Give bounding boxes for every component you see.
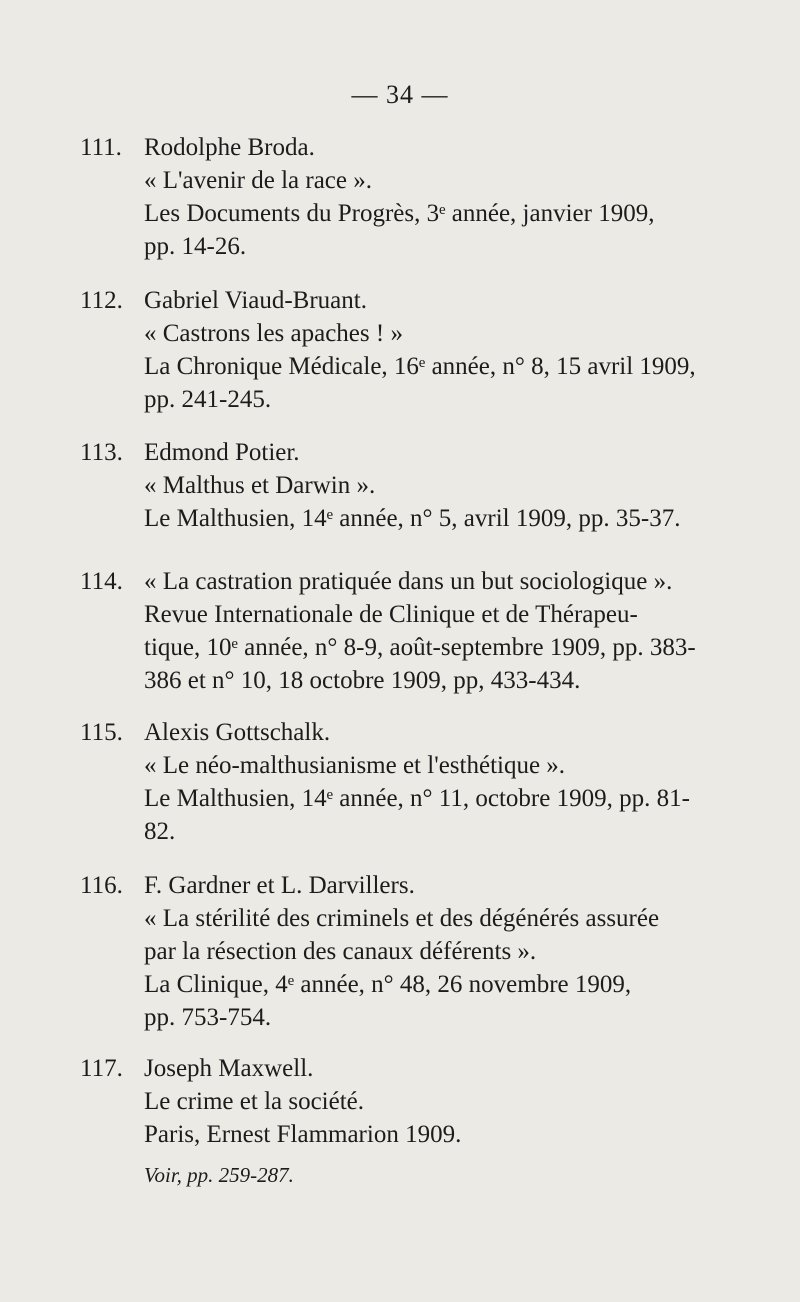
entry-source: Revue Internationale de Clinique et de Thérapeu- xyxy=(144,601,638,628)
entry-source: La Chronique Médicale, 16ᵉ année, n° 8, 15 avril 1909, xyxy=(144,353,696,380)
page-number: — 34 — xyxy=(351,80,449,109)
entry-author: F. Gardner et L. Darvillers. xyxy=(144,872,415,899)
entry-title: « La stérilité des criminels et des dégénérés assurée xyxy=(144,905,660,932)
entry-title: « Le néo-malthusianisme et l'esthétique ». xyxy=(144,752,566,779)
entry-source: La Clinique, 4ᵉ année, n° 48, 26 novembre 1909, xyxy=(144,971,632,998)
entry-title: « Castrons les apaches ! » xyxy=(144,320,403,347)
entry-source: pp. 241-245. xyxy=(144,386,272,413)
entry-note: Voir, pp. 259-287. xyxy=(144,1163,294,1187)
entry-source: tique, 10ᵉ année, n° 8-9, août-septembre 1909, pp. 383- xyxy=(144,634,696,661)
entry-title: par la résection des canaux déférents ». xyxy=(144,938,537,965)
entry-source: 386 et n° 10, 18 octobre 1909, pp, 433-434. xyxy=(144,667,581,694)
entry-number: 115. xyxy=(80,719,123,746)
entry-author: Joseph Maxwell. xyxy=(144,1055,314,1082)
entry-author: Edmond Potier. xyxy=(144,439,300,466)
entry-source: Le Malthusien, 14ᵉ année, n° 11, octobre 1909, pp. 81- xyxy=(144,785,690,812)
entry-author: Rodolphe Broda. xyxy=(144,134,315,161)
entry-source: 82. xyxy=(144,818,176,845)
entry-title: « Malthus et Darwin ». xyxy=(144,472,376,499)
entry-number: 113. xyxy=(80,439,123,466)
entry-author: Gabriel Viaud-Bruant. xyxy=(144,287,367,314)
entry-number: 114. xyxy=(80,568,123,595)
entry-title: « L'avenir de la race ». xyxy=(144,167,372,194)
entry-number: 111. xyxy=(80,134,122,161)
entry-title: Le crime et la société. xyxy=(144,1088,365,1115)
entry-source: pp. 14-26. xyxy=(144,233,247,260)
entry-number: 117. xyxy=(80,1055,123,1082)
entry-number: 112. xyxy=(80,287,123,314)
entry-number: 116. xyxy=(80,872,123,899)
entry-title: « La castration pratiquée dans un but sociologique ». xyxy=(144,568,673,595)
entry-source: pp. 753-754. xyxy=(144,1004,272,1031)
entry-source: Paris, Ernest Flammarion 1909. xyxy=(144,1121,462,1148)
entry-source: Le Malthusien, 14ᵉ année, n° 5, avril 1909, pp. 35-37. xyxy=(144,505,681,532)
entry-source: Les Documents du Progrès, 3ᵉ année, janvier 1909, xyxy=(144,200,655,227)
entry-author: Alexis Gottschalk. xyxy=(144,719,331,746)
